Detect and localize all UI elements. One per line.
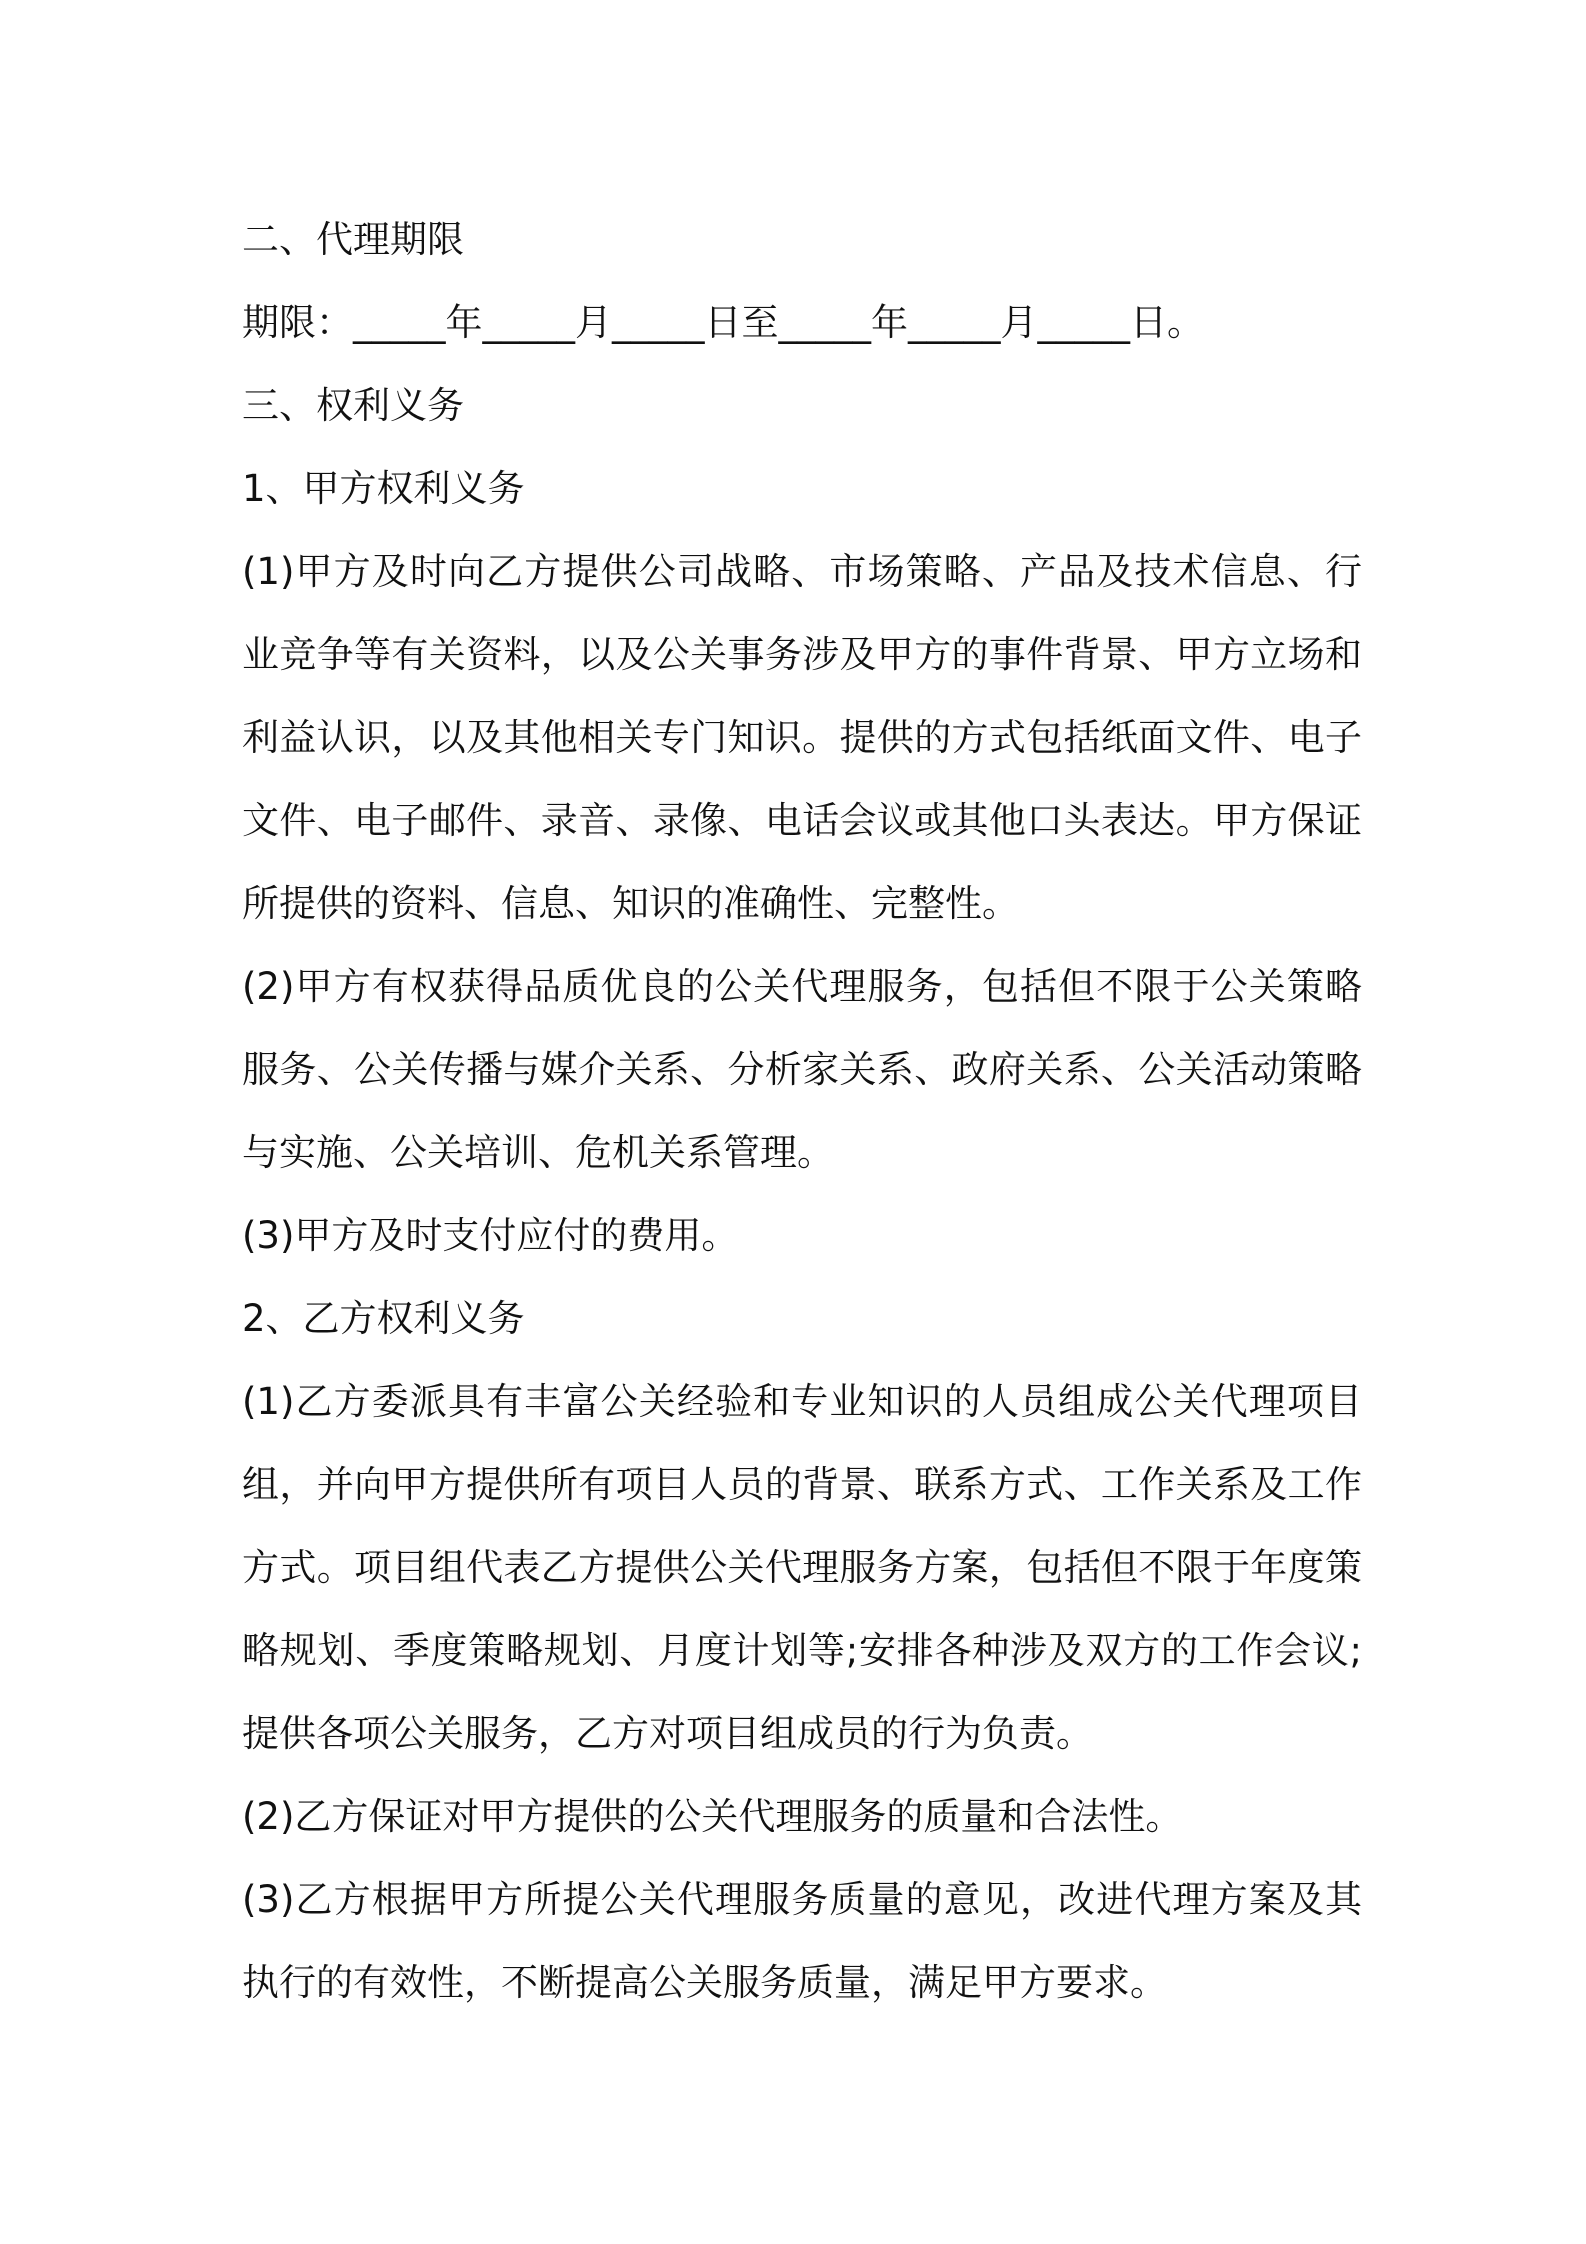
section-heading-term: 二、代理期限 — [242, 218, 464, 261]
party-b-clause-2: (2)乙方保证对甲方提供的公关代理服务的质量和合法性。 — [242, 1795, 1183, 1838]
party-a-clause-3: (3)甲方及时支付应付的费用。 — [242, 1214, 739, 1257]
party-a-clause-1: (1)甲方及时向乙方提供公司战略、市场策略、产品及技术信息、行业竞争等有关资料，以及公关事务涉及甲方的事件背景、甲方立场和利益认识，以及其他相关专门知识。提供的方式包括纸面文件、电子文件、电子邮件、录音、录像、电话会议或其他口头表达。甲方保证所提供的资料、信息、知识的准确性、完整性。 — [242, 550, 1362, 925]
document-body — [242, 198, 1362, 2024]
party-b-clause-3: (3)乙方根据甲方所提公关代理服务质量的意见，改进代理方案及其执行的有效性，不断提高公关服务质量，满足甲方要求。 — [242, 1878, 1362, 2004]
subheading-party-b: 2、乙方权利义务 — [242, 1297, 525, 1340]
term-period-line: 期限：_____年_____月_____日至_____年_____月_____日。 — [242, 301, 1204, 344]
subheading-party-a: 1、甲方权利义务 — [242, 467, 525, 510]
party-b-clause-1: (1)乙方委派具有丰富公关经验和专业知识的人员组成公关代理项目组，并向甲方提供所有项目人员的背景、联系方式、工作关系及工作方式。项目组代表乙方提供公关代理服务方案，包括但不限于年度策略规划、季度策略规划、月度计划等;安排各种涉及双方的工作会议;提供各项公关服务，乙方对项目组成员的行为负责。 — [242, 1380, 1362, 1755]
party-a-clause-2: (2)甲方有权获得品质优良的公关代理服务，包括但不限于公关策略服务、公关传播与媒介关系、分析家关系、政府关系、公关活动策略与实施、公关培训、危机关系管理。 — [242, 965, 1362, 1174]
section-heading-rights: 三、权利义务 — [242, 384, 464, 427]
